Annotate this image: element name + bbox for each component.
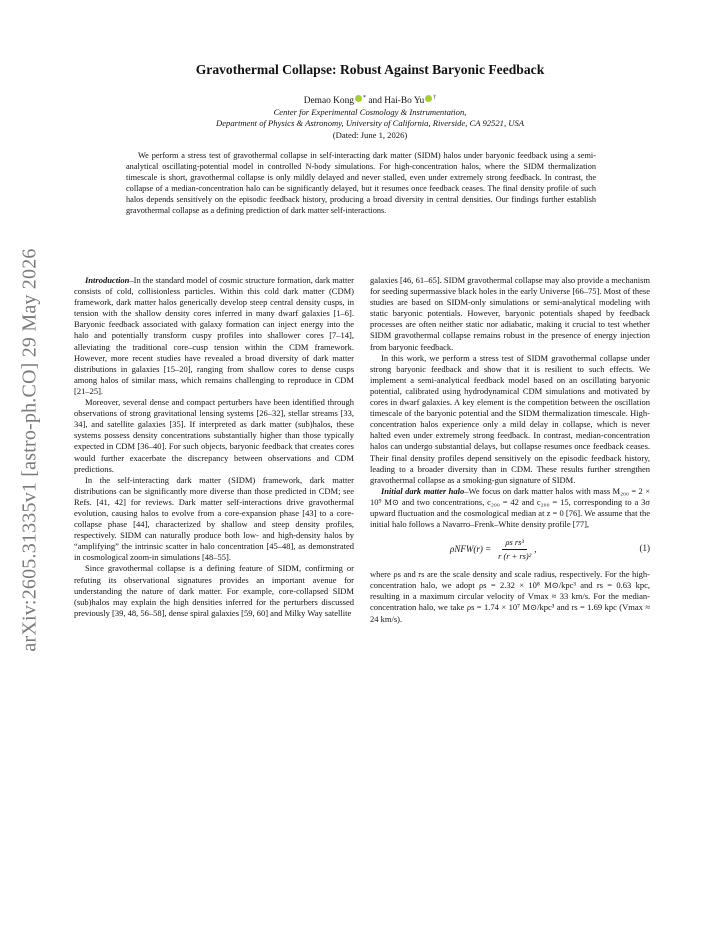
paragraph-text: –We focus on dark matter halos with mass M₂₀₀ = 2 × 10⁹ M⊙ and two concentrations, c₂₀₀ = 42 and c₂₀₀ = 15, corresponding to a 3σ upward fluctuation and the cosmological median at z = 0 [76]. We assume that the initial halo follows a Navarro–Frenk–White density profile [77], [370, 485, 650, 530]
body-paragraph [370, 275, 650, 353]
author-footnote-mark: * [363, 95, 366, 101]
equation-fraction [498, 537, 531, 562]
date-line: (Dated: June 1, 2026) [332, 130, 408, 140]
body-paragraph [370, 486, 650, 530]
equation-trailing-comma: , [534, 544, 537, 555]
paragraph-text: Moreover, several dense and compact perturbers have been identified through observations of strong gravitational lensing systems [26–32], stellar streams [33, 34], and satellite galaxies [35]. If interpreted as dark matter (sub)halos, these systems possess density concentrations substantially higher than those typically expected in CDM [36–40]. For such objects, baryonic feedback that creates cores would further exacerbate the discrepancy between observations and CDM predictions. [74, 397, 354, 474]
author-name: Hai-Bo Yu [384, 96, 425, 107]
paragraph-text: Since gravothermal collapse is a defining feature of SIDM, confirming or refuting its observational signatures provides an important avenue for understanding the nature of dark matter. For example, core-collapsed SIDM (sub)halos may explain the high densities inferred for the perturbers discussed previously [39, 48, 56–58], dense spiral galaxies [59, 60] and Milky Way satellite [74, 563, 354, 618]
paragraph-text: where ρs and rs are the scale density and scale radius, respectively. For the high-concentration halo, we adopt ρs = 2.32 × 10⁸ M⊙/kpc³ and rs = 0.63 kpc, resulting in a maximum circular velocity of Vmax ≈ 33 km/s. For the median-concentration halo, we take ρs = 1.74 × 10⁷ M⊙/kpc³ and rs = 1.69 kpc (Vmax ≈ 24 km/s). [370, 569, 650, 624]
orcid-icon[interactable] [355, 95, 362, 102]
body-paragraph [74, 397, 354, 475]
section-runin-heading: Initial dark matter halo [381, 485, 465, 496]
orcid-icon[interactable] [425, 95, 432, 102]
arxiv-stamp [12, 230, 48, 670]
affiliation-line: Center for Experimental Cosmology & Instrumentation, [273, 107, 467, 117]
abstract [126, 151, 596, 216]
equation-numerator: ρs rs³ [502, 537, 526, 550]
body-paragraph [74, 475, 354, 564]
author-conjunction: and [368, 96, 382, 107]
arxiv-identifier[interactable]: arXiv:2605.31335v1 [astro-ph.CO] 29 May 2026 [18, 248, 41, 652]
section-runin-heading: Introduction [85, 275, 130, 285]
abstract-paragraph: We perform a stress test of gravothermal collapse in self-interacting dark matter (SIDM) halos under baryonic feedback using a semi-analytical oscillating-potential model in controlled N-body simulations. For high-concentration halos, where the SIDM thermalization timescale is short, gravothermal collapse is only mildly delayed and never stalled, even under extremely strong feedback. In contrast, the collapse of a median-concentration halo can be significantly delayed, but it resumes once feedback ceases. The final density profile of such halos depends sensitively on the episodic feedback history, producing a broad diversity in central densities. Our findings further establish gravothermal collapse as a defining prediction of dark matter self-interactions. [126, 151, 596, 215]
paragraph-text: –In the standard model of cosmic structure formation, dark matter consists of cold, collisionless particles. Within this cold dark matter (CDM) framework, dark matter halos generically develop steep central density cusps, in tension with the shallow density cores inferred in many dwarf galaxies [1–6]. Baryonic feedback associated with galaxy formation can inject energy into the halo and potentially transform cuspy profiles into shallower cores [7–14], alleviating the traditional core–cusp tension within the CDM framework. However, more recent studies have revealed a broad diversity of dark matter distributions in galaxies [15–20], ranging from shallow cores to dense cusps among halos of similar mass, which remains challenging to reproduce in CDM [21–25]. [74, 275, 354, 396]
author-line [110, 95, 630, 106]
author-footnote-mark: † [433, 95, 437, 101]
affiliation-line: Department of Physics & Astronomy, University of California, Riverside, CA 92521, USA [216, 118, 524, 128]
left-column [74, 275, 354, 619]
body-paragraph [74, 563, 354, 618]
equation-block [370, 535, 650, 565]
paragraph-text: In this work, we perform a stress test of SIDM gravothermal collapse under strong baryonic feedback and show that it is resilient to such effects. We implement a semi-analytical feedback model based on an oscillating baryonic potential, calibrated using hydrodynamical CDM simulations and motivated by cores in dwarf galaxies. A key element is the competition between the oscillation timescale of the baryonic potential and the SIDM thermalization timescale. High-concentration halos experience only a mild delay in collapse, which is never halted even under extremely strong feedback. In contrast, median-concentration halos can undergo substantial delays, but collapse resumes once feedback ceases. Their final density profiles depend sensitively on the episodic feedback history, leading to a broader diversity than in CDM. These results further strengthen gravothermal collapse as a smoking-gun signature of SIDM. [370, 352, 650, 485]
paragraph-text: galaxies [46, 61–65]. SIDM gravothermal collapse may also provide a mechanism for seeding supermassive black holes in the early Universe [66–75]. Most of these studies are based on SIDM-only simulations or semi-analytical modeling with static baryonic potentials. However, baryonic potentials shaped by feedback processes are often neither static nor adiabatic, making it crucial to test whether SIDM gravothermal collapse remains robust in the presence of energy injection from baryonic feedback. [370, 275, 650, 352]
equation-body [450, 537, 536, 562]
body-paragraph [370, 353, 650, 486]
body-paragraph [74, 275, 354, 397]
equation-denominator: r (r + rs)² [498, 552, 532, 562]
paragraph-text: In the self-interacting dark matter (SIDM) framework, dark matter distributions can be significantly more diverse than those predicted in CDM; see Refs. [41, 42] for reviews. Dark matter self-interactions drive gravothermal evolution, causing halos to evolve from a core-expansion phase [43] to a core-collapse phase [44], characterized by shallow and steep density profiles, respectively. SIDM can naturally produce both low- and high-density halos by “amplifying” the intrinsic scatter in halo concentration [45–48], as demonstrated in cosmological zoom-in simulations [48–55]. [74, 474, 354, 563]
author-name: Demao Kong [303, 96, 354, 107]
paper-title: Gravothermal Collapse: Robust Against Baryonic Feedback [195, 62, 545, 77]
right-column [370, 275, 650, 625]
body-paragraph [370, 569, 650, 624]
equation-number: (1) [639, 543, 650, 554]
equation-lhs: ρNFW(r) = [450, 544, 492, 555]
